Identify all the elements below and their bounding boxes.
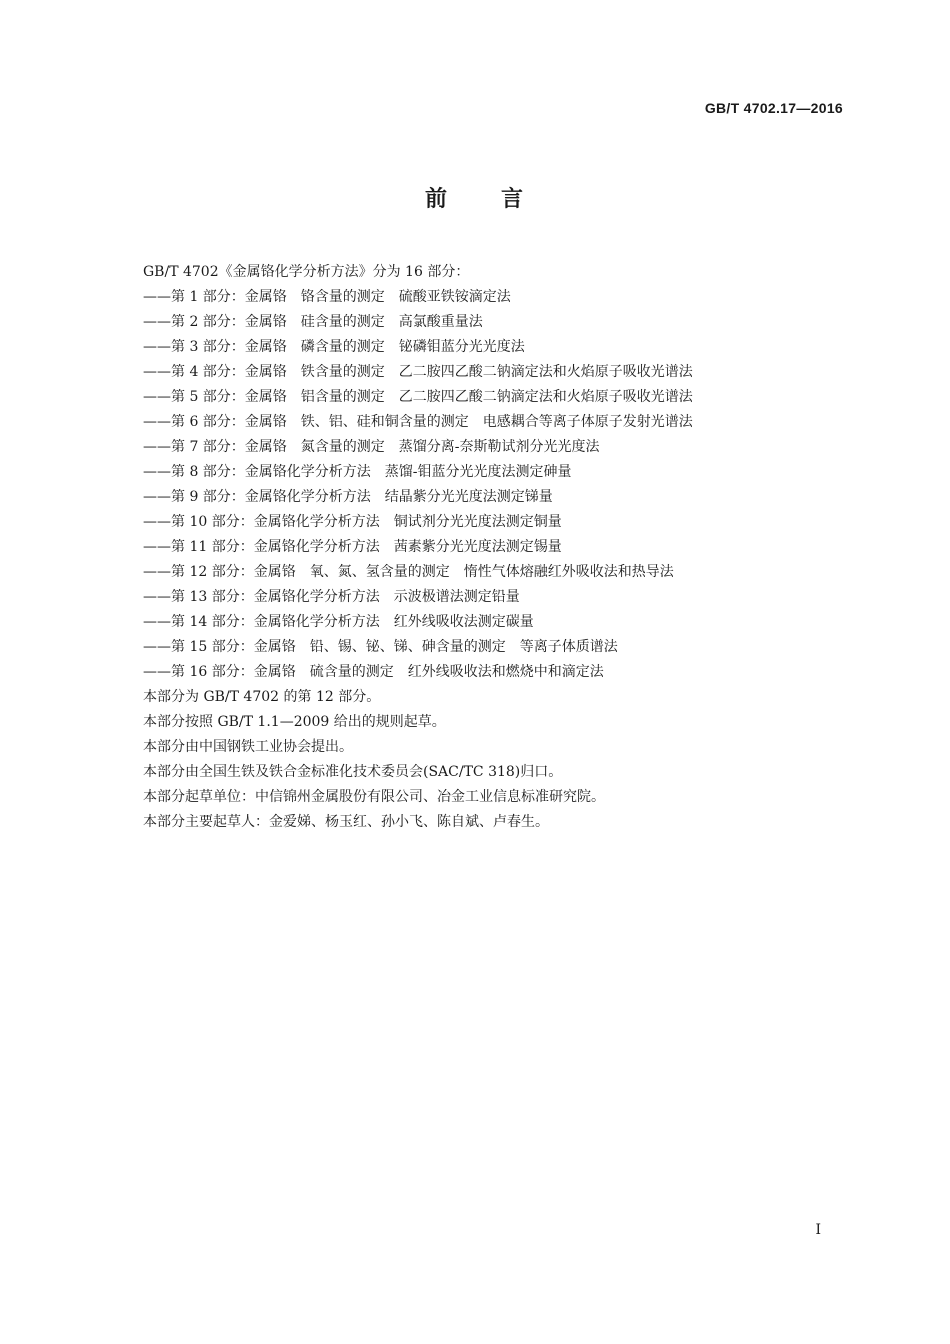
part-item-10: ——第 10 部分：金属铬化学分析方法 铜试剂分光光度法测定铜量: [143, 514, 562, 530]
title-char-1: 前: [424, 187, 449, 212]
part-item-11: ——第 11 部分：金属铬化学分析方法 茜素紫分光光度法测定锡量: [143, 539, 562, 555]
part-item-1: ——第 1 部分：金属铬 铬含量的测定 硫酸亚铁铵滴定法: [143, 289, 511, 305]
part-item-6: ——第 6 部分：金属铬 铁、铝、硅和铜含量的测定 电感耦合等离子体原子发射光谱法: [143, 414, 693, 430]
part-item-8: ——第 8 部分：金属铬化学分析方法 蒸馏-钼蓝分光光度法测定砷量: [143, 464, 572, 480]
part-item-4: ——第 4 部分：金属铬 铁含量的测定 乙二胺四乙酸二钠滴定法和火焰原子吸收光谱法: [143, 364, 693, 380]
page-number: I: [815, 1222, 821, 1238]
part-item-15: ——第 15 部分：金属铬 铅、锡、铋、锑、砷含量的测定 等离子体质谱法: [143, 639, 618, 655]
part-item-12: ——第 12 部分：金属铬 氧、氮、氢含量的测定 惰性气体熔融红外吸收法和热导法: [143, 564, 674, 580]
part-item-2: ——第 2 部分：金属铬 硅含量的测定 高氯酸重量法: [143, 314, 483, 330]
page-title: [0, 182, 950, 213]
statement-drafters: 本部分主要起草人：金爱娣、杨玉红、孙小飞、陈自斌、卢春生。: [143, 814, 549, 830]
part-item-5: ——第 5 部分：金属铬 铝含量的测定 乙二胺四乙酸二钠滴定法和火焰原子吸收光谱法: [143, 389, 693, 405]
part-item-3: ——第 3 部分：金属铬 磷含量的测定 铋磷钼蓝分光光度法: [143, 339, 525, 355]
statement-drafting-rules: 本部分按照 GB/T 1.1—2009 给出的规则起草。: [143, 714, 446, 730]
part-item-9: ——第 9 部分：金属铬化学分析方法 结晶紫分光光度法测定锑量: [143, 489, 553, 505]
part-item-13: ——第 13 部分：金属铬化学分析方法 示波极谱法测定铅量: [143, 589, 520, 605]
part-item-7: ——第 7 部分：金属铬 氮含量的测定 蒸馏分离-奈斯勒试剂分光光度法: [143, 439, 600, 455]
part-item-16: ——第 16 部分：金属铬 硫含量的测定 红外线吸收法和燃烧中和滴定法: [143, 664, 604, 680]
statement-committee: 本部分由全国生铁及铁合金标准化技术委员会(SAC/TC 318)归口。: [143, 764, 563, 780]
title-char-2: 言: [501, 187, 526, 212]
statement-proposer: 本部分由中国钢铁工业协会提出。: [143, 739, 353, 755]
statement-part-number: 本部分为 GB/T 4702 的第 12 部分。: [143, 689, 381, 705]
part-item-14: ——第 14 部分：金属铬化学分析方法 红外线吸收法测定碳量: [143, 614, 534, 630]
standard-code: GB/T 4702.17—2016: [704, 100, 843, 116]
intro-line: GB/T 4702《金属铬化学分析方法》分为 16 部分：: [143, 264, 470, 280]
foreword-body: [143, 260, 823, 835]
statement-drafting-units: 本部分起草单位：中信锦州金属股份有限公司、冶金工业信息标准研究院。: [143, 789, 605, 805]
